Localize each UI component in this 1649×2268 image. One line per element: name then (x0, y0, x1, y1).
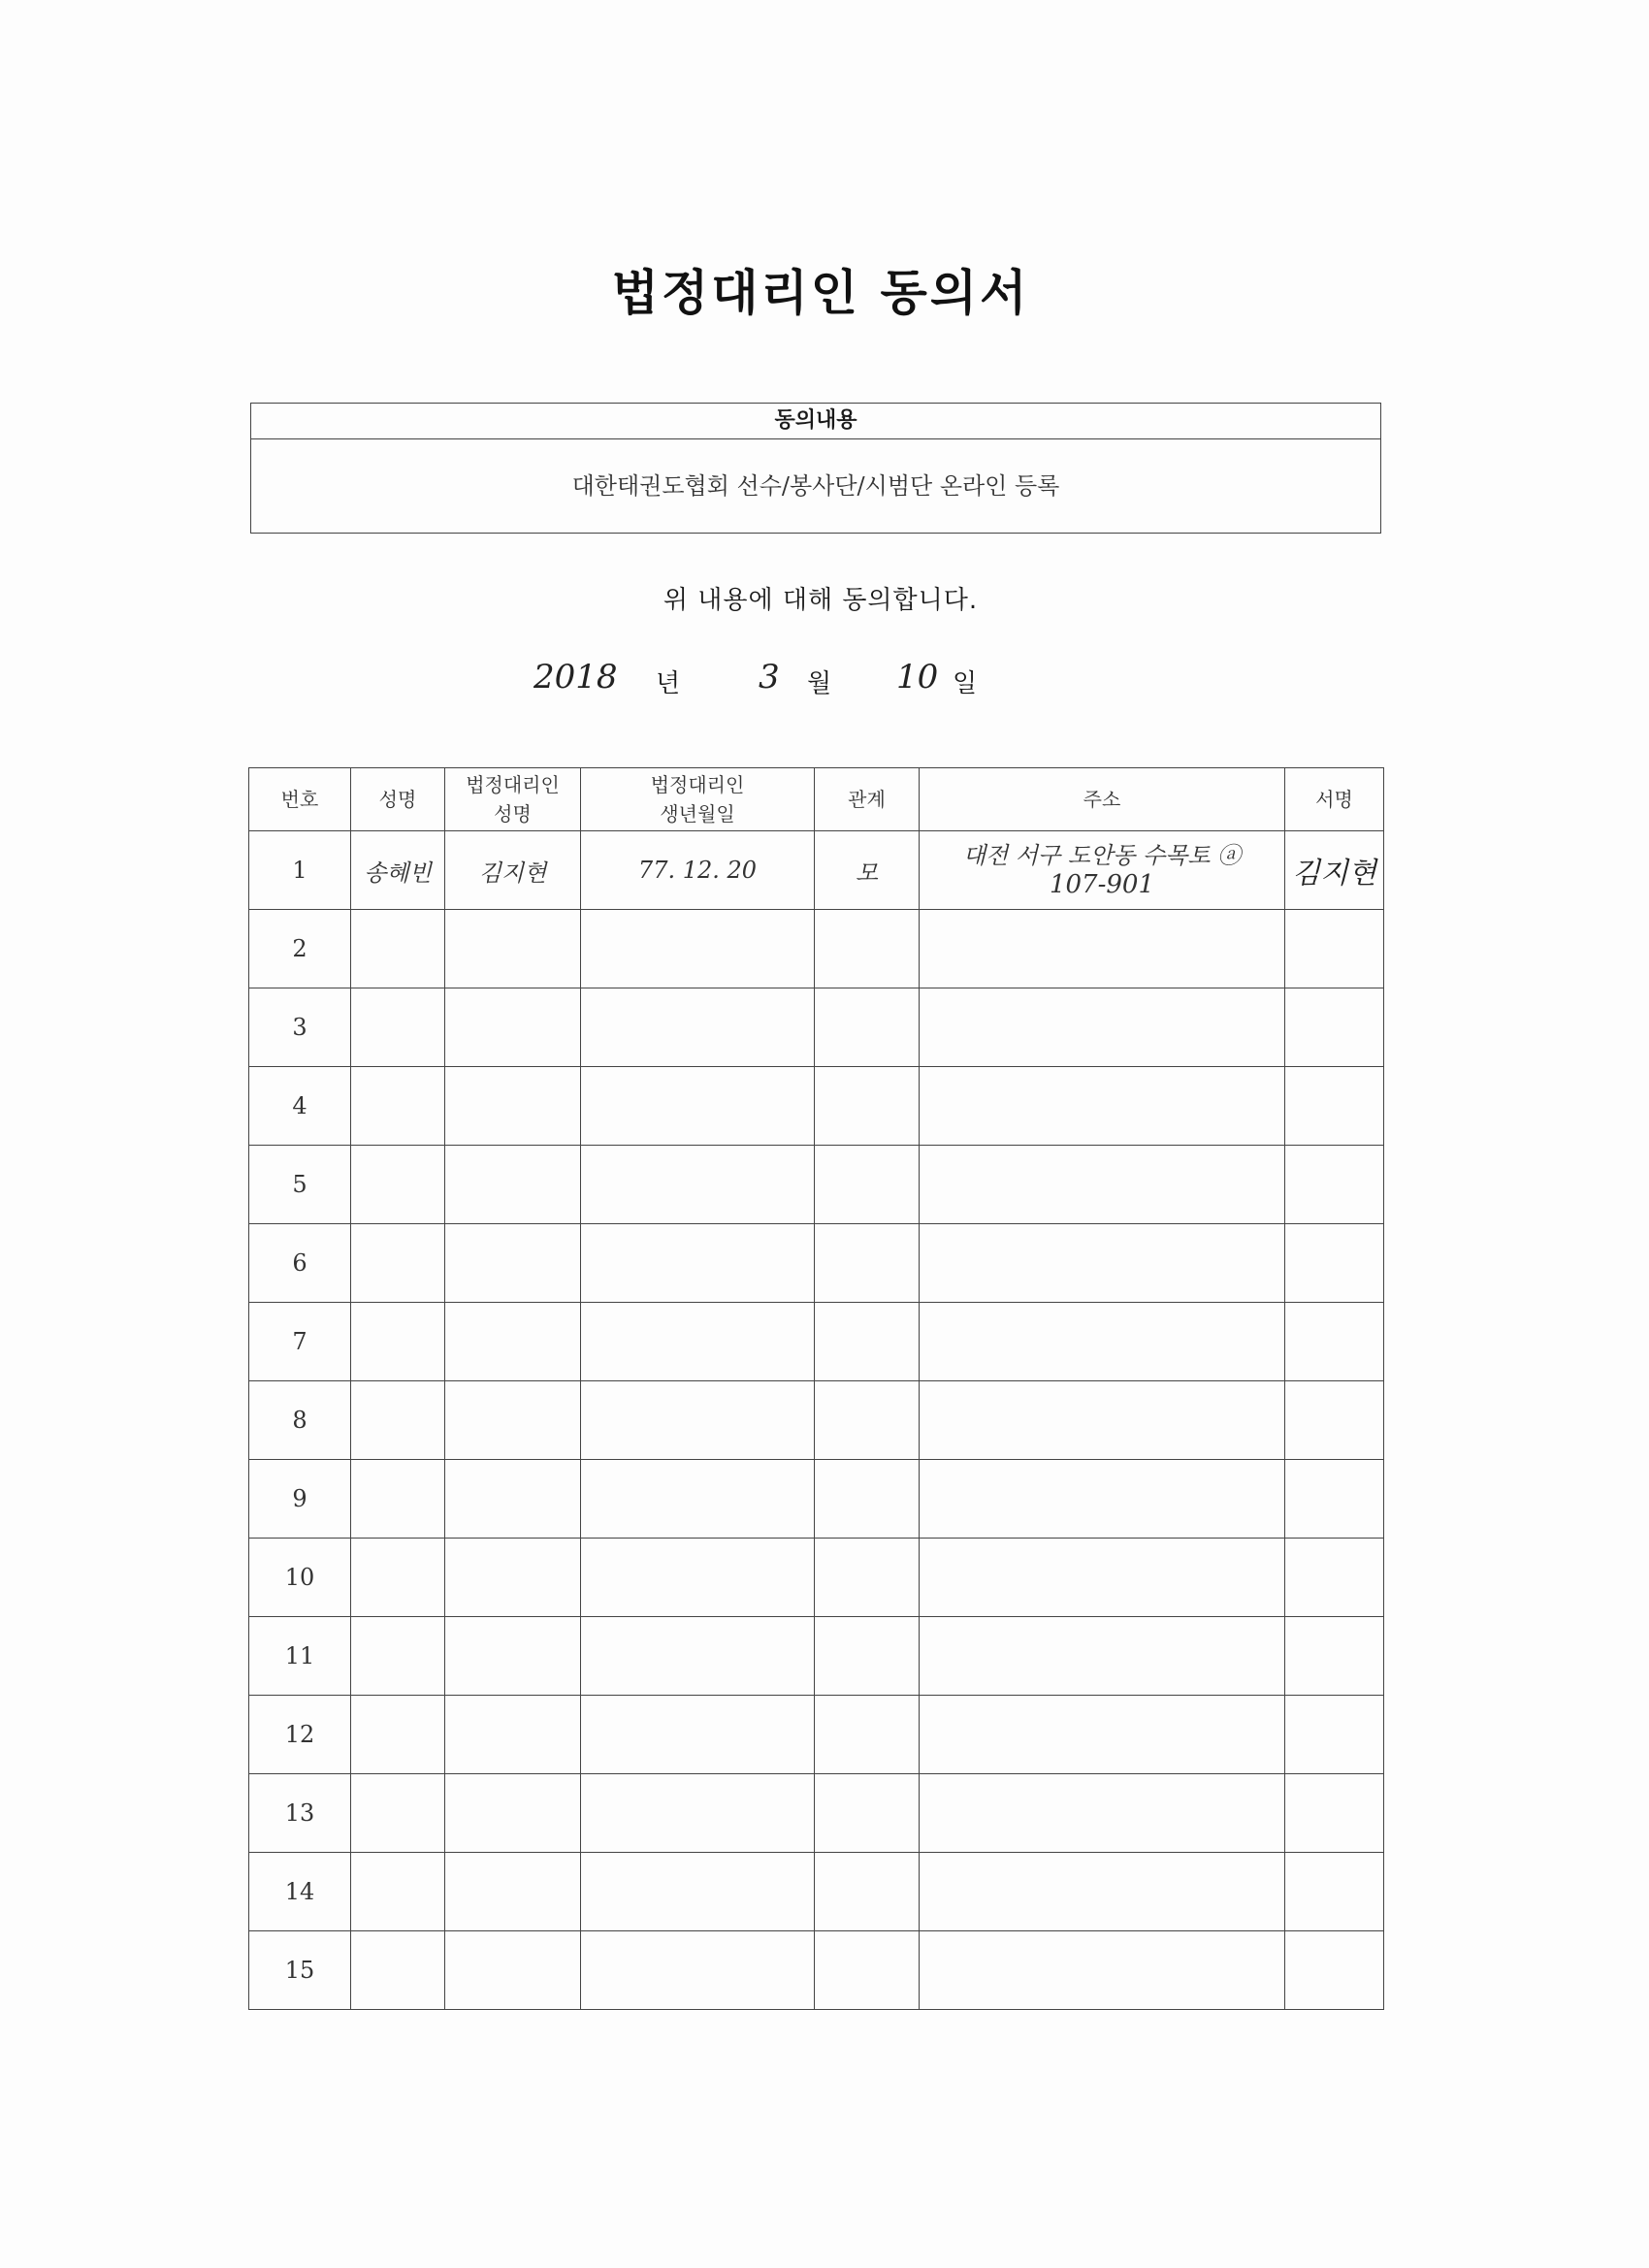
address-cell (920, 1303, 1285, 1381)
table-row (249, 831, 1384, 910)
row-number: 9 (249, 1460, 351, 1539)
rep-name-cell (445, 1774, 581, 1853)
name-cell (351, 1931, 445, 2010)
header-relation: 관계 (815, 768, 920, 831)
relation-cell: 모 (815, 831, 920, 910)
table-row (249, 1381, 1384, 1460)
rep-name-cell (445, 988, 581, 1067)
date-month: 3 (759, 658, 780, 697)
signature-cell (1285, 1617, 1384, 1696)
row-number: 8 (249, 1381, 351, 1460)
name-cell (351, 1381, 445, 1460)
name-cell: 송혜빈 (351, 831, 445, 910)
name-cell (351, 1146, 445, 1224)
row-number: 7 (249, 1303, 351, 1381)
relation-cell (815, 1539, 920, 1617)
header-rep-name-line1: 법정대리인 (466, 773, 560, 796)
document-title: 법정대리인 동의서 (611, 265, 1030, 321)
address-cell (920, 1853, 1285, 1931)
header-signature: 서명 (1285, 768, 1384, 831)
address-cell (920, 1146, 1285, 1224)
signature-cell (1285, 1146, 1384, 1224)
signature-cell (1285, 1774, 1384, 1853)
name-cell (351, 910, 445, 988)
rep-birth-cell (581, 1146, 815, 1224)
consent-text: 대한태권도협회 선수/봉사단/시범단 온라인 등록 (571, 472, 1060, 500)
table-row (249, 1539, 1384, 1617)
row-number: 2 (249, 910, 351, 988)
row-number: 1 (249, 831, 351, 910)
name-cell (351, 1303, 445, 1381)
signature-cell (1285, 1224, 1384, 1303)
table-row (249, 1853, 1384, 1931)
relation-cell (815, 910, 920, 988)
header-address: 주소 (920, 768, 1285, 831)
address-line1: 대전 서구 도안동 수목토 ⓐ (962, 842, 1242, 869)
rep-birth-cell (581, 1067, 815, 1146)
relation-cell (815, 1381, 920, 1460)
address-cell (920, 1696, 1285, 1774)
row-number: 12 (249, 1696, 351, 1774)
relation-cell (815, 1696, 920, 1774)
relation-cell (815, 1931, 920, 2010)
row-number: 6 (249, 1224, 351, 1303)
header-rep-birth (581, 768, 815, 831)
address-cell (920, 1931, 1285, 2010)
header-rep-birth-line2: 생년월일 (660, 802, 735, 826)
relation-cell (815, 1774, 920, 1853)
name-cell (351, 1853, 445, 1931)
rep-birth-cell (581, 1460, 815, 1539)
row-number: 3 (249, 988, 351, 1067)
name-cell (351, 1067, 445, 1146)
relation-cell (815, 1853, 920, 1931)
header-name: 성명 (351, 768, 445, 831)
rep-name-cell (445, 910, 581, 988)
rep-birth-cell (581, 1696, 815, 1774)
address-cell (920, 1460, 1285, 1539)
date-day: 10 (896, 658, 939, 697)
rep-birth-cell (581, 988, 815, 1067)
name-cell (351, 1460, 445, 1539)
address-cell (920, 831, 1285, 910)
row-number: 15 (249, 1931, 351, 2010)
rep-birth-cell (581, 1381, 815, 1460)
guardian-table (248, 767, 1384, 2010)
row-number: 11 (249, 1617, 351, 1696)
address-cell (920, 988, 1285, 1067)
signature-cell (1285, 1539, 1384, 1617)
signature-cell (1285, 831, 1384, 910)
rep-name-cell (445, 1224, 581, 1303)
rep-birth-cell: 77. 12. 20 (581, 831, 815, 910)
signature-cell (1285, 1696, 1384, 1774)
name-cell (351, 1617, 445, 1696)
rep-name-cell (445, 1303, 581, 1381)
table-row (249, 1067, 1384, 1146)
rep-name-cell (445, 1853, 581, 1931)
address-cell (920, 1617, 1285, 1696)
address-cell (920, 1381, 1285, 1460)
table-row (249, 1303, 1384, 1381)
rep-birth-cell (581, 1853, 815, 1931)
name-cell (351, 1539, 445, 1617)
address-cell (920, 910, 1285, 988)
table-row (249, 1146, 1384, 1224)
name-cell (351, 1774, 445, 1853)
address-line2: 107-901 (1049, 870, 1155, 899)
name-cell (351, 1224, 445, 1303)
signature-cell (1285, 1931, 1384, 2010)
signature-cell (1285, 1067, 1384, 1146)
signature-cell (1285, 988, 1384, 1067)
table-row (249, 910, 1384, 988)
row-number: 13 (249, 1774, 351, 1853)
row-number: 4 (249, 1067, 351, 1146)
rep-name-cell (445, 1539, 581, 1617)
signature-cell (1285, 1303, 1384, 1381)
agreement-statement: 위 내용에 대해 동의합니다. (663, 586, 979, 615)
date-month-label: 월 (807, 669, 832, 698)
table-row (249, 1224, 1384, 1303)
rep-name-cell (445, 1381, 581, 1460)
rep-name-cell (445, 1617, 581, 1696)
signature-mark: 김지현 (1292, 857, 1376, 891)
header-no: 번호 (249, 768, 351, 831)
signature-cell (1285, 910, 1384, 988)
table-row (249, 1696, 1384, 1774)
row-number: 14 (249, 1853, 351, 1931)
row-number: 10 (249, 1539, 351, 1617)
rep-birth-cell (581, 1224, 815, 1303)
header-rep-name (445, 768, 581, 831)
relation-cell (815, 1303, 920, 1381)
signature-cell (1285, 1381, 1384, 1460)
relation-cell (815, 988, 920, 1067)
date-day-label: 일 (953, 669, 978, 698)
address-cell (920, 1539, 1285, 1617)
table-row (249, 1774, 1384, 1853)
table-row (249, 1617, 1384, 1696)
rep-birth-cell (581, 1931, 815, 2010)
rep-name-cell (445, 1931, 581, 2010)
name-cell (351, 988, 445, 1067)
relation-cell (815, 1224, 920, 1303)
rep-name-cell (445, 1146, 581, 1224)
address-cell (920, 1774, 1285, 1853)
signature-cell (1285, 1853, 1384, 1931)
rep-name-cell: 김지현 (445, 831, 581, 910)
consent-box (250, 403, 1381, 534)
relation-cell (815, 1460, 920, 1539)
table-row (249, 988, 1384, 1067)
table-row (249, 1460, 1384, 1539)
relation-cell (815, 1146, 920, 1224)
address-cell (920, 1224, 1285, 1303)
header-rep-name-line2: 성명 (494, 802, 532, 826)
header-rep-birth-line1: 법정대리인 (650, 773, 745, 796)
signature-cell (1285, 1460, 1384, 1539)
row-number: 5 (249, 1146, 351, 1224)
rep-birth-cell (581, 1774, 815, 1853)
rep-name-cell (445, 1460, 581, 1539)
rep-name-cell (445, 1696, 581, 1774)
date-year-label: 년 (656, 669, 681, 698)
table-row (249, 1931, 1384, 2010)
table-header-row (249, 768, 1384, 831)
rep-birth-cell (581, 1617, 815, 1696)
rep-birth-cell (581, 1303, 815, 1381)
rep-name-cell (445, 1067, 581, 1146)
rep-birth-cell (581, 910, 815, 988)
relation-cell (815, 1067, 920, 1146)
name-cell (351, 1696, 445, 1774)
address-cell (920, 1067, 1285, 1146)
rep-birth-cell (581, 1539, 815, 1617)
relation-cell (815, 1617, 920, 1696)
consent-header: 동의내용 (251, 404, 1380, 439)
date-line (524, 658, 1106, 712)
date-year: 2018 (534, 658, 618, 697)
